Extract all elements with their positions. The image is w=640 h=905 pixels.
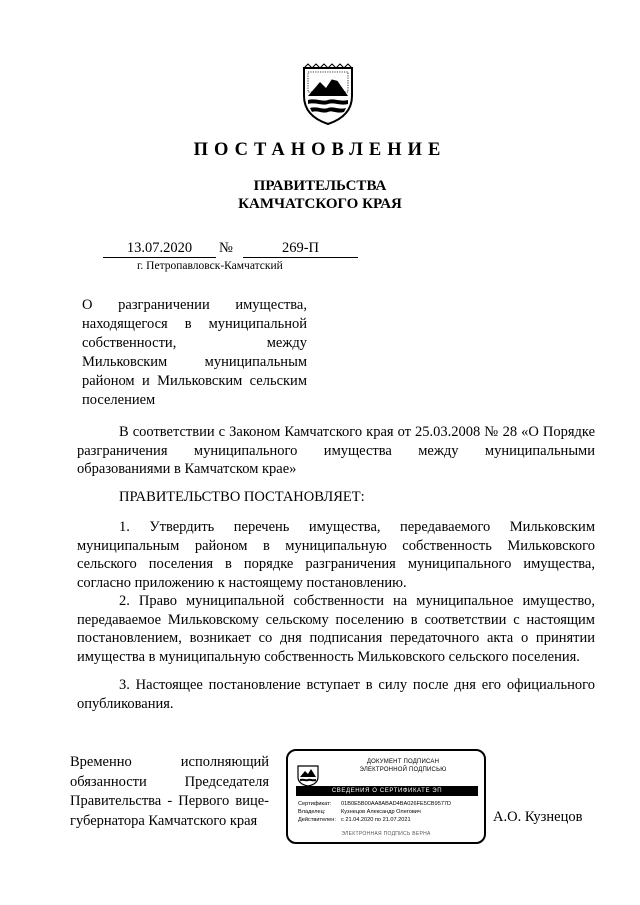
document-type-title: ПОСТАНОВЛЕНИЕ xyxy=(193,140,447,160)
number-sign: № xyxy=(219,240,233,256)
document-date: 13.07.2020 xyxy=(103,240,216,258)
validity-value: с 21.04.2020 по 21.07.2021 xyxy=(341,817,411,823)
signer-name: А.О. Кузнецов xyxy=(493,809,583,825)
coat-of-arms-emblem xyxy=(300,62,356,126)
stamp-header-line-1: ДОКУМЕНТ ПОДПИСАН xyxy=(366,759,440,765)
issuer-line-2: КАМЧАТСКОГО КРАЯ xyxy=(238,196,402,212)
stamp-certificate-bar: СВЕДЕНИЯ О СЕРТИФИКАТЕ ЭП xyxy=(296,786,478,796)
certificate-value: 01B0E5B00AA8ABAD4BA026FE5CB9577D xyxy=(341,801,452,807)
certificate-label: Сертификат: xyxy=(298,801,332,807)
issuer-line-1: ПРАВИТЕЛЬСТВА xyxy=(253,178,387,194)
stamp-header-line-2: ЭЛЕКТРОННОЙ ПОДПИСЬЮ xyxy=(359,767,447,773)
intro-paragraph: В соответствии с Законом Камчатского края от 25.03.2008 № 28 «О Порядке разграничения муниципального имущества между муниципальными образованиями в Камчатском крае» xyxy=(77,424,595,477)
document-subject: О разграничении имущества, находящегося в муниципальной собственности, между Мильковским муниципальным районом и Мильковским сельским поселением xyxy=(82,297,307,408)
stamp-validity-row xyxy=(298,817,480,824)
issue-city: г. Петропавловск-Камчатский xyxy=(137,260,283,272)
stamp-certificate-row xyxy=(298,801,480,808)
signer-position: Временно исполняющий обязанности Председателя Правительства - Первого вице-губернатора Камчатского края xyxy=(70,754,269,829)
owner-label: Владелец: xyxy=(298,809,326,815)
clause-3: 3. Настоящее постановление вступает в силу после дня его официального опубликования. xyxy=(77,677,595,712)
stamp-footer: ЭЛЕКТРОННАЯ ПОДПИСЬ ВЕРНА xyxy=(341,831,431,837)
clause-1: 1. Утвердить перечень имущества, передаваемого Мильковским муниципальным районом в муниципальную собственность Мильковского сельского поселения в порядке разграничения муниципального имущества, согласно приложению к настоящему постановлению. xyxy=(77,519,595,591)
clause-2: 2. Право муниципальной собственности на муниципальное имущество, передаваемое Мильковскому сельскому поселению в соответствии с настоящим постановлением, возникает со дня подписания передаточного акта о принятии имущества в муниципальную собственность Мильковского сельского поселения. xyxy=(77,593,595,665)
validity-label: Действителен: xyxy=(298,817,336,823)
owner-value: Кузнецов Александр Олегович xyxy=(341,809,421,815)
stamp-emblem-icon xyxy=(296,763,320,787)
document-number: 269-П xyxy=(243,240,358,258)
decree-statement: ПРАВИТЕЛЬСТВО ПОСТАНОВЛЯЕТ: xyxy=(119,489,365,505)
stamp-owner-row xyxy=(298,809,480,816)
stamp-header xyxy=(328,758,478,774)
issuer-heading xyxy=(0,177,640,213)
electronic-signature-stamp xyxy=(286,749,486,844)
